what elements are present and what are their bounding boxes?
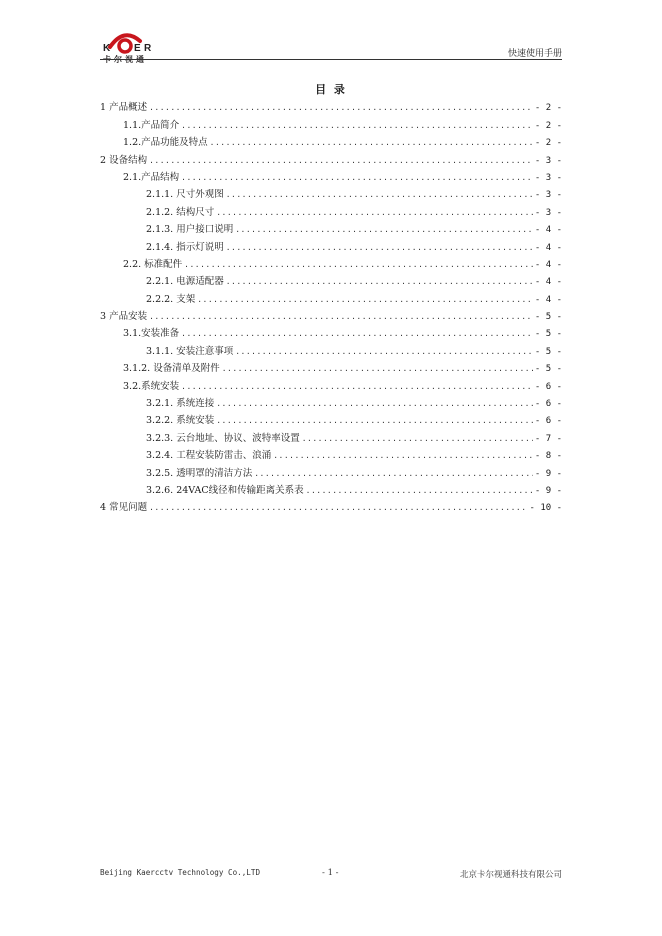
- toc-entry-page: - 3 -: [534, 190, 562, 201]
- toc-entry-label: 3.1.安装准备: [123, 328, 180, 340]
- toc-entry[interactable]: [100, 271, 562, 288]
- toc-entry-label: 2 设备结构: [100, 154, 148, 166]
- toc-leader-dots: [273, 450, 533, 462]
- toc-leader-dots: [184, 259, 533, 271]
- toc-entry[interactable]: [100, 132, 562, 149]
- toc-entry[interactable]: [100, 340, 562, 357]
- toc-entry-label: 3.2.2. 系统安装: [146, 415, 215, 427]
- toc-entry-label: 3.1.1. 安装注意事项: [146, 345, 234, 357]
- toc-entry[interactable]: [100, 219, 562, 236]
- toc-leader-dots: [216, 207, 533, 219]
- toc-leader-dots: [254, 468, 533, 480]
- toc-entry[interactable]: [100, 254, 562, 271]
- company-logo: [100, 27, 162, 63]
- toc-entry-page: - 10 -: [529, 503, 562, 514]
- toc-entry-page: - 4 -: [534, 242, 562, 253]
- toc-entry[interactable]: [100, 149, 562, 166]
- toc-entry-page: - 4 -: [534, 277, 562, 288]
- toc-entry-label: 1.2.产品功能及特点: [123, 137, 208, 149]
- toc-leader-dots: [226, 189, 533, 201]
- toc-entry-label: 1 产品概述: [100, 102, 148, 114]
- toc-entry-label: 2.2.1. 电源适配器: [146, 276, 224, 288]
- table-of-contents: [100, 97, 562, 514]
- toc-entry[interactable]: [100, 306, 562, 323]
- toc-entry-label: 3.2.3. 云台地址、协议、波特率设置: [146, 432, 300, 444]
- toc-entry-label: 4 常见问题: [100, 502, 148, 514]
- toc-title: 目 录: [315, 83, 347, 96]
- toc-entry-page: - 2 -: [534, 138, 562, 149]
- toc-leader-dots: [222, 363, 533, 375]
- toc-entry-label: 3.2.5. 透明罩的清洁方法: [146, 467, 253, 479]
- toc-entry-page: - 6 -: [534, 416, 562, 427]
- toc-leader-dots: [149, 155, 533, 167]
- toc-entry-label: 2.1.1. 尺寸外观图: [146, 189, 224, 201]
- toc-entry[interactable]: [100, 497, 562, 514]
- toc-leader-dots: [235, 346, 533, 358]
- toc-entry-label: 3.2.系统安装: [123, 380, 180, 392]
- toc-entry-label: 3.2.1. 系统连接: [146, 398, 215, 410]
- toc-entry[interactable]: [100, 393, 562, 410]
- footer-company-en: Beijing Kaercctv Technology Co.,LTD: [100, 868, 261, 877]
- toc-entry-label: 3.2.6. 24VAC线径和传输距离关系表: [146, 484, 304, 496]
- toc-entry[interactable]: [100, 323, 562, 340]
- toc-entry-page: - 8 -: [534, 451, 562, 462]
- toc-leader-dots: [306, 485, 533, 497]
- toc-leader-dots: [226, 276, 533, 288]
- toc-leader-dots: [149, 102, 533, 114]
- toc-entry-page: - 6 -: [534, 399, 562, 410]
- toc-entry[interactable]: [100, 358, 562, 375]
- toc-entry-page: - 4 -: [534, 225, 562, 236]
- page-number: - 1 -: [322, 868, 339, 878]
- toc-leader-dots: [149, 311, 533, 323]
- toc-entry-page: - 9 -: [534, 468, 562, 479]
- toc-entry-label: 2.1.产品结构: [123, 171, 180, 183]
- svg-text:R: R: [144, 43, 152, 54]
- toc-entry[interactable]: [100, 410, 562, 427]
- toc-entry[interactable]: [100, 445, 562, 462]
- toc-entry-label: 2.1.2. 结构尺寸: [146, 206, 215, 218]
- toc-entry-page: - 5 -: [534, 329, 562, 340]
- toc-entry-page: - 2 -: [534, 120, 562, 131]
- toc-entry-page: - 6 -: [534, 381, 562, 392]
- toc-entry-label: 3 产品安装: [100, 311, 148, 323]
- toc-entry-page: - 5 -: [534, 364, 562, 375]
- toc-entry[interactable]: [100, 236, 562, 253]
- toc-entry-label: 2.2.2. 支架: [146, 293, 196, 305]
- svg-text:E: E: [134, 43, 141, 54]
- toc-entry[interactable]: [100, 97, 562, 114]
- toc-leader-dots: [181, 328, 533, 340]
- toc-leader-dots: [181, 172, 533, 184]
- toc-entry-page: - 3 -: [534, 155, 562, 166]
- toc-entry-page: - 7 -: [534, 433, 562, 444]
- toc-entry-page: - 5 -: [534, 346, 562, 357]
- toc-entry-page: - 2 -: [534, 103, 562, 114]
- header-divider: [100, 59, 562, 60]
- toc-leader-dots: [302, 433, 533, 445]
- toc-entry-page: - 3 -: [534, 207, 562, 218]
- toc-leader-dots: [197, 294, 533, 306]
- toc-entry-label: 3.1.2. 设备清单及附件: [123, 363, 220, 375]
- toc-entry-page: - 4 -: [534, 294, 562, 305]
- toc-entry[interactable]: [100, 480, 562, 497]
- svg-text:K: K: [103, 43, 111, 54]
- toc-entry-label: 2.2. 标准配件: [123, 258, 183, 270]
- toc-leader-dots: [181, 381, 533, 393]
- toc-leader-dots: [216, 415, 533, 427]
- toc-entry-page: - 4 -: [534, 259, 562, 270]
- toc-entry-page: - 9 -: [534, 485, 562, 496]
- page-footer: [100, 868, 562, 880]
- toc-entry-page: - 3 -: [534, 172, 562, 183]
- toc-entry[interactable]: [100, 288, 562, 305]
- toc-leader-dots: [149, 502, 527, 514]
- toc-entry[interactable]: [100, 114, 562, 131]
- toc-entry[interactable]: [100, 375, 562, 392]
- toc-leader-dots: [210, 137, 533, 149]
- footer-company-cn: 北京卡尔视通科技有限公司: [459, 870, 562, 880]
- toc-entry[interactable]: [100, 167, 562, 184]
- toc-entry-label: 2.1.3. 用户接口说明: [146, 224, 234, 236]
- toc-entry[interactable]: [100, 462, 562, 479]
- toc-entry-label: 3.2.4. 工程安装防雷击、浪涌: [146, 450, 272, 462]
- toc-entry-label: 1.1.产品简介: [123, 119, 180, 131]
- toc-entry[interactable]: [100, 427, 562, 444]
- logo-subtitle: 卡尔视通: [103, 55, 147, 63]
- toc-leader-dots: [226, 242, 533, 254]
- toc-leader-dots: [235, 224, 533, 236]
- toc-leader-dots: [216, 398, 533, 410]
- toc-leader-dots: [181, 120, 533, 132]
- header-title: 快速使用手册: [507, 49, 562, 59]
- toc-entry[interactable]: [100, 184, 562, 201]
- toc-entry-page: - 5 -: [534, 312, 562, 323]
- toc-entry[interactable]: [100, 201, 562, 218]
- toc-entry-label: 2.1.4. 指示灯说明: [146, 241, 224, 253]
